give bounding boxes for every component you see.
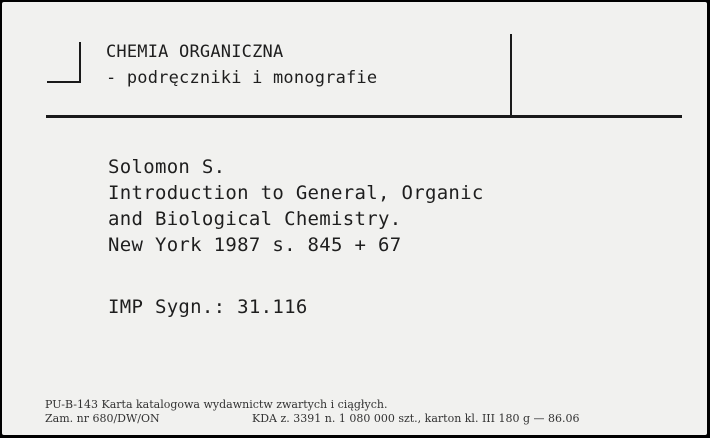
title-line2: and Biological Chemistry. bbox=[108, 208, 402, 230]
bracket-horizontal-mark bbox=[47, 81, 81, 83]
signature: IMP Sygn.: 31.116 bbox=[108, 296, 308, 318]
imprint: New York 1987 s. 845 + 67 bbox=[108, 234, 402, 256]
header-separator bbox=[46, 115, 682, 118]
header-vertical-rule bbox=[510, 34, 512, 118]
footer-print-info: KDA z. 3391 n. 1 080 000 szt., karton kl. III 180 g — 86.06 bbox=[252, 412, 580, 425]
subject-heading-line1: CHEMIA ORGANICZNA bbox=[106, 42, 284, 62]
catalog-card bbox=[2, 2, 707, 435]
title-line1: Introduction to General, Organic bbox=[108, 182, 484, 204]
footer-form-line: PU-B-143 Karta katalogowa wydawnictw zwartych i ciągłych. bbox=[45, 398, 388, 411]
bracket-vertical-mark bbox=[79, 42, 81, 82]
author: Solomon S. bbox=[108, 156, 226, 178]
subject-heading-line2: - podręczniki i monografie bbox=[106, 68, 378, 88]
footer-order-number: Zam. nr 680/DW/ON bbox=[45, 412, 160, 425]
